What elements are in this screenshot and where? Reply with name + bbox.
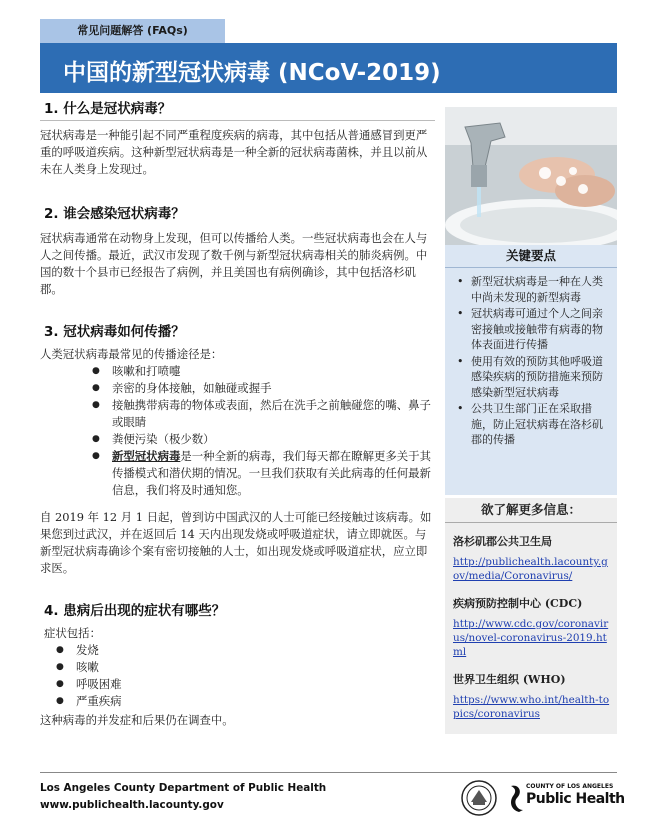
more-info-box [445,498,617,734]
logo-county-text: COUNTY OF LOS ANGELES [526,783,614,790]
list-item: ● 发烧 [76,642,435,659]
list-item: ● 严重疾病 [76,693,435,710]
q3-list [40,363,435,499]
q4-list [40,642,435,710]
list-item: ● 粪便污染（极少数） [112,431,435,448]
q4-intro: 症状包括： [44,626,101,640]
key-point: • 冠状病毒可通过个人之间亲密接触或接触带有病毒的物体表面进行传播 [471,306,611,353]
q3-heading: 3. 冠状病毒如何传播？ [44,324,185,340]
key-point: • 公共卫生部门正在采取措施，防止冠状病毒在洛杉矶郡的传播 [471,401,611,448]
key-points-list [445,274,617,448]
q1-text: 冠状病毒是一种能引起不同严重程度疾病的病毒，其中包括从普通感冒到更严重的呼吸道疾病。这种新型冠状病毒是一种全新的冠状病毒菌株，并且以前从未在人类身上发现过。 [40,128,428,176]
list-item [112,448,435,499]
new-virus-term: 新型冠状病毒 [112,449,181,463]
key-point: • 使用有效的预防其他呼吸道感染疾病的预防措施来预防感染新型冠状病毒 [471,354,611,401]
more-info-title: 欲了解更多信息： [445,498,617,523]
org-cdc: 疾病预防控制中心 (CDC) [453,597,583,610]
q4-heading: 4. 患病后出现的症状有哪些？ [44,603,226,619]
page-title: 中国的新型冠状病毒 (NCoV-2019) [63,60,441,86]
logo-public-health-text: Public Health [526,791,625,807]
new-virus-text: 是一种全新的病毒，我们每天都在瞭解更多关于其传播模式和潜伏期的情况。一旦我们获取有关此病毒的任何最新信息，我们将及时通知您。 [112,449,431,497]
link-cdc[interactable]: http://www.cdc.gov/coronavirus/novel-coronavirus-2019.html [453,618,609,658]
website-url[interactable]: www.publichealth.lacounty.gov [40,799,224,811]
q2-heading: 2. 谁会感染冠状病毒？ [44,206,185,222]
county-seal-icon [461,780,497,816]
q3-para: 自 2019 年 12 月 1 日起，曾到访中国武汉的人士可能已经接触过该病毒。如果您到过武汉，并在返回后 14 天内出现发烧或呼吸道症状，请立即就医。与新型冠状病毒确诊个案有密切接触的人士，如出现发烧或呼吸道症状，应立即求医。 [40,510,432,575]
q2-text: 冠状病毒通常在动物身上发现，但可以传播给人类。一些冠状病毒也会在人与人之间传播。最近，武汉市发现了数千例与新型冠状病毒相关的肺炎病例。中国的数十个县市已经报告了病例，并且美国也有病例确诊，其中包括洛杉矶郡。 [40,231,428,296]
q3-intro: 人类冠状病毒最常见的传播途径是： [40,347,223,361]
handwashing-photo [445,107,617,245]
list-item: ● 接触携带病毒的物体或表面，然后在洗手之前触碰您的嘴、鼻子或眼睛 [112,397,435,431]
link-la-county[interactable]: http://publichealth.lacounty.gov/media/Coronavirus/ [453,556,608,582]
key-point: • 新型冠状病毒是一种在人类中尚未发现的新型病毒 [471,274,611,305]
footer-divider [40,772,617,773]
q4-outro: 这种病毒的并发症和后果仍在调查中。 [40,713,234,727]
key-points-box [445,245,617,495]
list-item: ● 咳嗽和打喷嚏 [112,363,435,380]
department-name: Los Angeles County Department of Public Health [40,782,327,794]
main-content [40,97,435,729]
org-who: 世界卫生组织 (WHO) [453,673,566,686]
faq-tag: 常见问题解答 (FAQs) [40,19,225,43]
link-who[interactable]: https://www.who.int/health-topics/coronavirus [453,694,610,720]
list-item: ● 亲密的身体接触，如触碰或握手 [112,380,435,397]
org-la-county: 洛杉矶郡公共卫生局 [453,535,552,548]
q1-heading: 1. 什么是冠状病毒？ [40,97,435,121]
list-item: ● 咳嗽 [76,659,435,676]
key-points-title: 关键要点 [445,245,617,268]
list-item: ● 呼吸困难 [76,676,435,693]
